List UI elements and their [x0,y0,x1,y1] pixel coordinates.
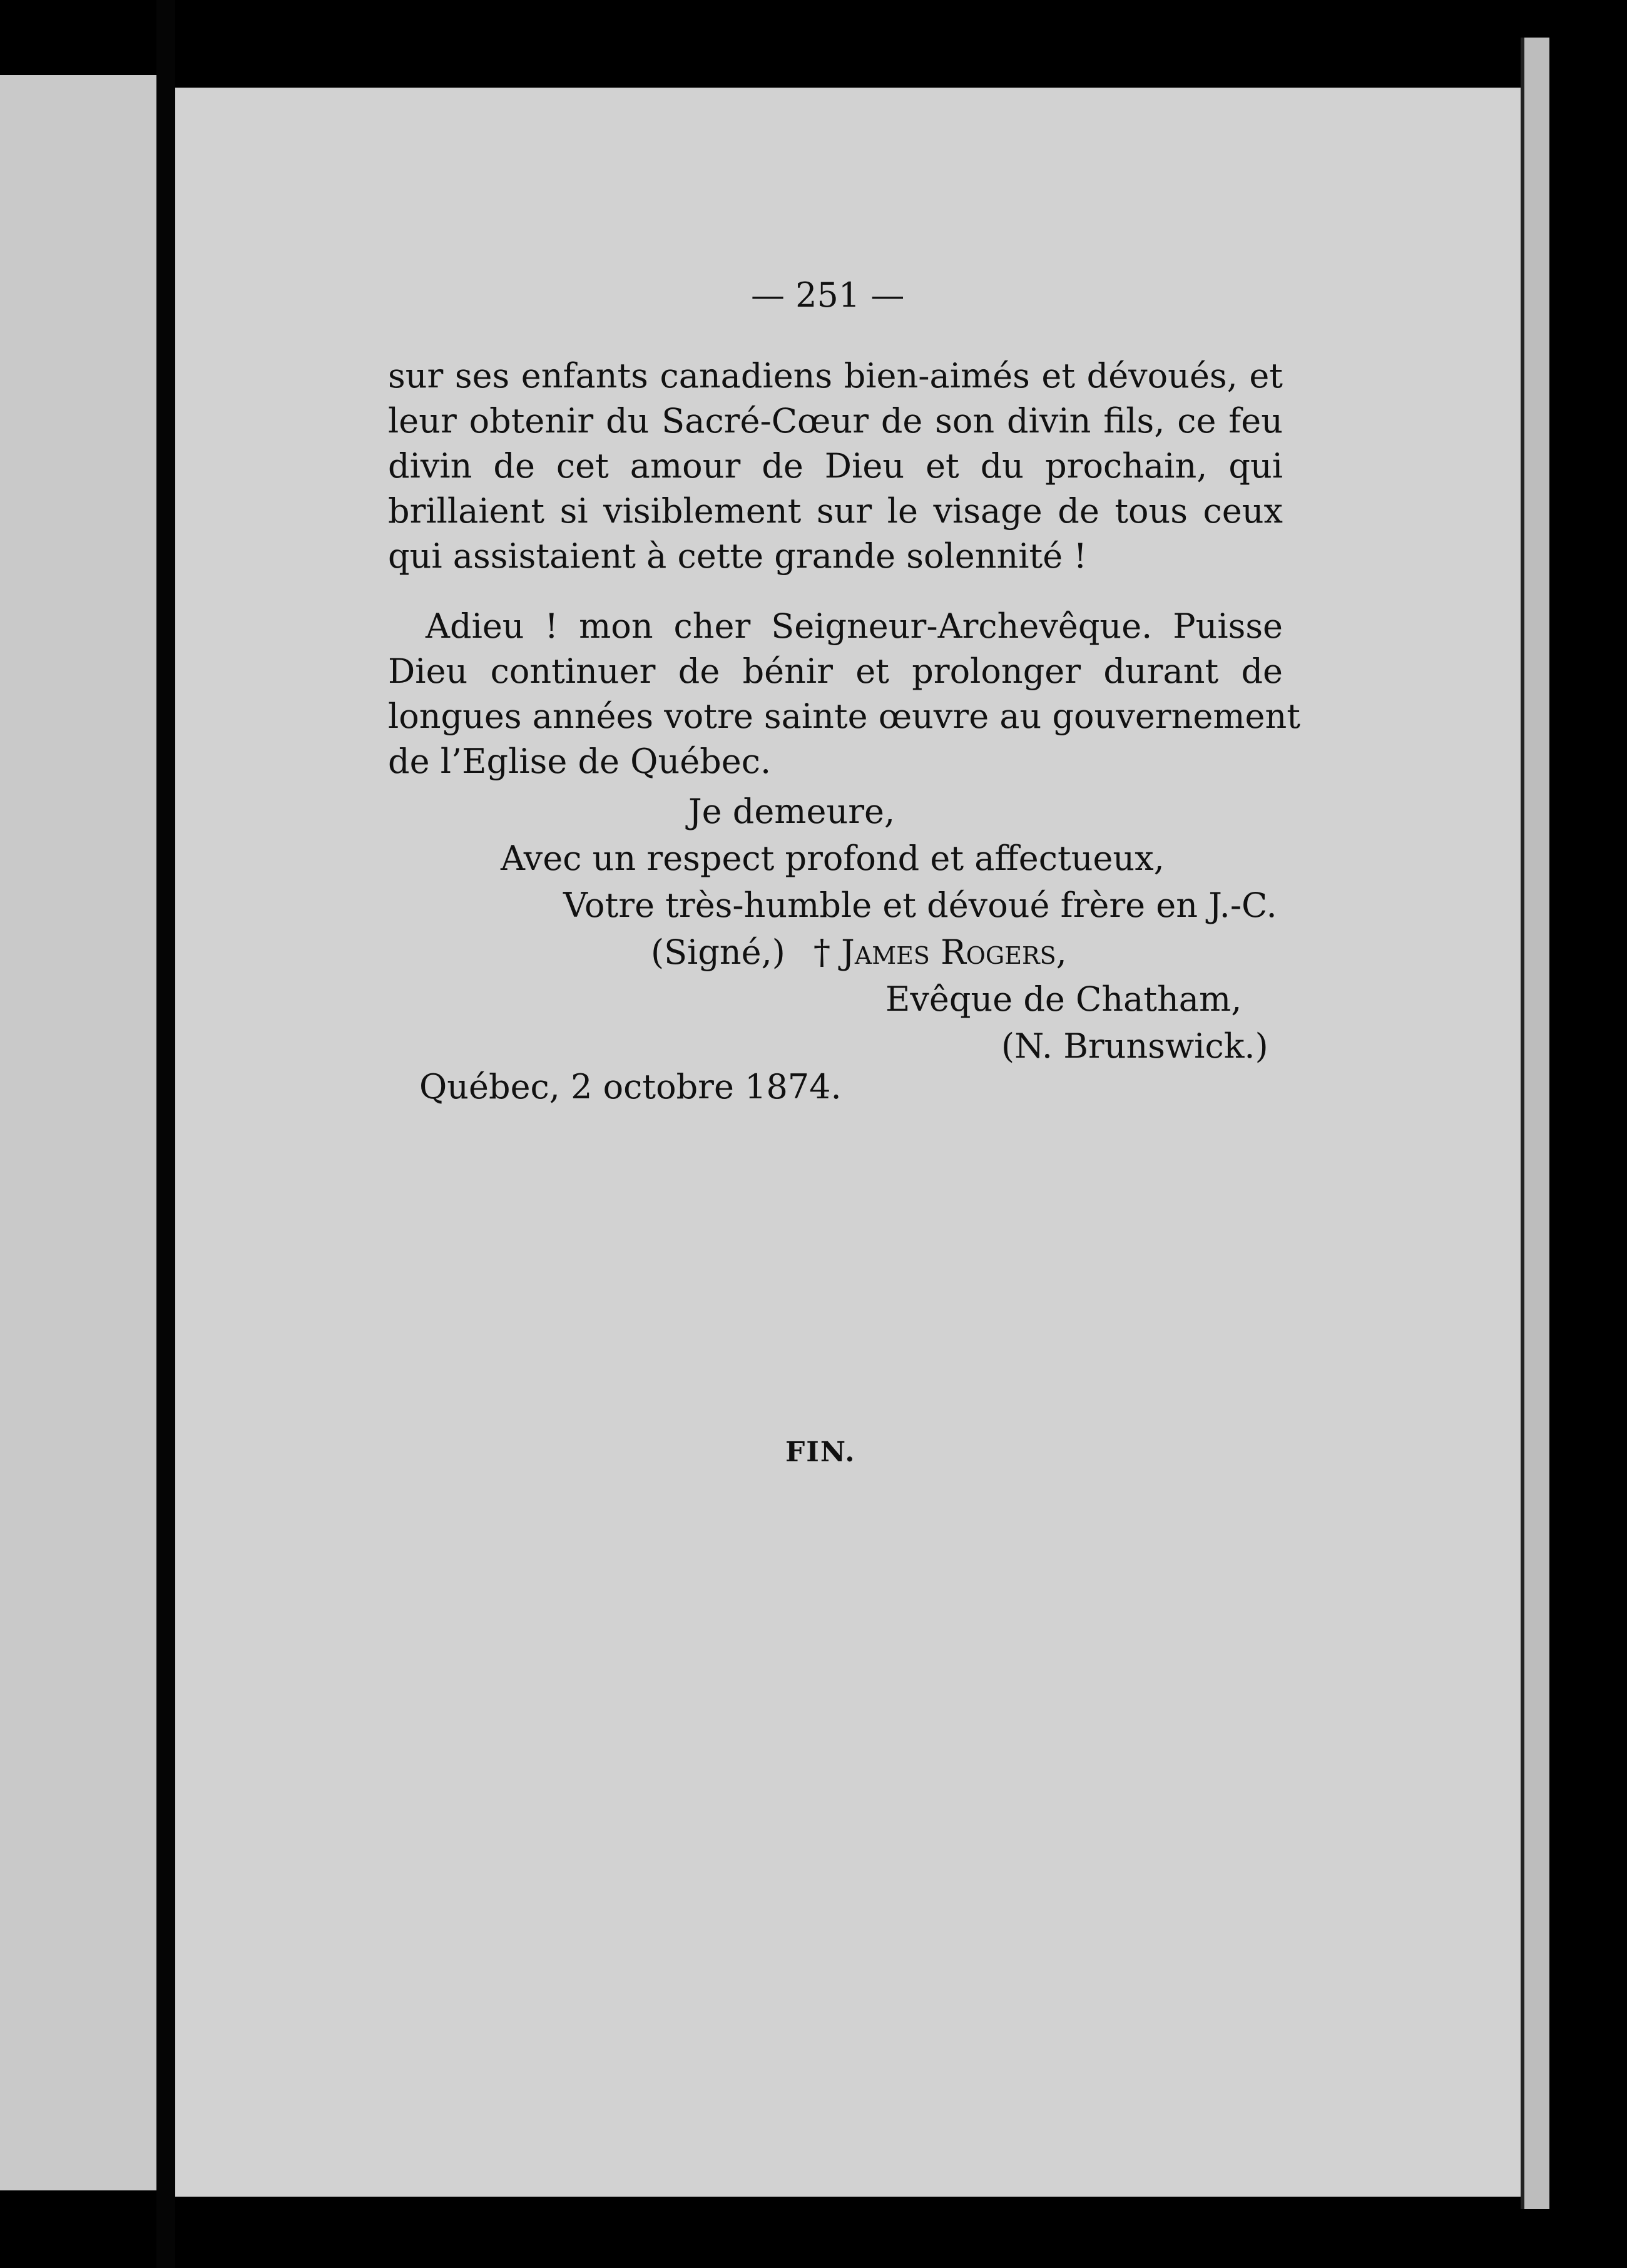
paragraph-1-line: brillaient si visiblement sur le visage de tous ceux [388,491,1283,531]
signature-name: † James Rogers, [814,932,1067,972]
book-gutter [156,0,175,2268]
signature-title: Evêque de Chatham, [885,979,1242,1019]
paragraph-2-line: de l’Eglise de Québec. [388,742,772,781]
paragraph-2-line: Adieu ! mon cher Seigneur-Archevêque. Puisse [426,606,1283,646]
paragraph-2 [388,604,1300,784]
facing-page [0,75,156,2190]
place-date: Québec, 2 octobre 1874. [419,1067,842,1106]
page-number: — 251 — [751,275,905,315]
paragraph-2-line: longues années votre sainte œuvre au gouvernement [388,697,1300,736]
signature-region: (N. Brunswick.) [1001,1026,1268,1066]
paragraph-1 [388,354,1283,579]
paragraph-1-line: divin de cet amour de Dieu et du prochain, qui [388,446,1283,486]
paragraph-2-line: Dieu continuer de bénir et prolonger durant de [388,651,1283,691]
closing-respect: Avec un respect profond et affectueux, [501,839,1165,878]
end-marker: FIN. [785,1436,856,1468]
closing-signe: (Signé,) [651,932,785,972]
page-edge [1521,38,1549,2209]
closing-demeure: Je demeure, [688,792,895,831]
paragraph-1-line: qui assistaient à cette grande solennité ! [388,536,1088,576]
paragraph-1-line: sur ses enfants canadiens bien-aimés et dévoués, et [388,356,1283,396]
closing-humble: Votre très-humble et dévoué frère en J.-C. [563,886,1277,925]
paragraph-1-line: leur obtenir du Sacré-Cœur de son divin fils, ce feu [388,401,1283,441]
